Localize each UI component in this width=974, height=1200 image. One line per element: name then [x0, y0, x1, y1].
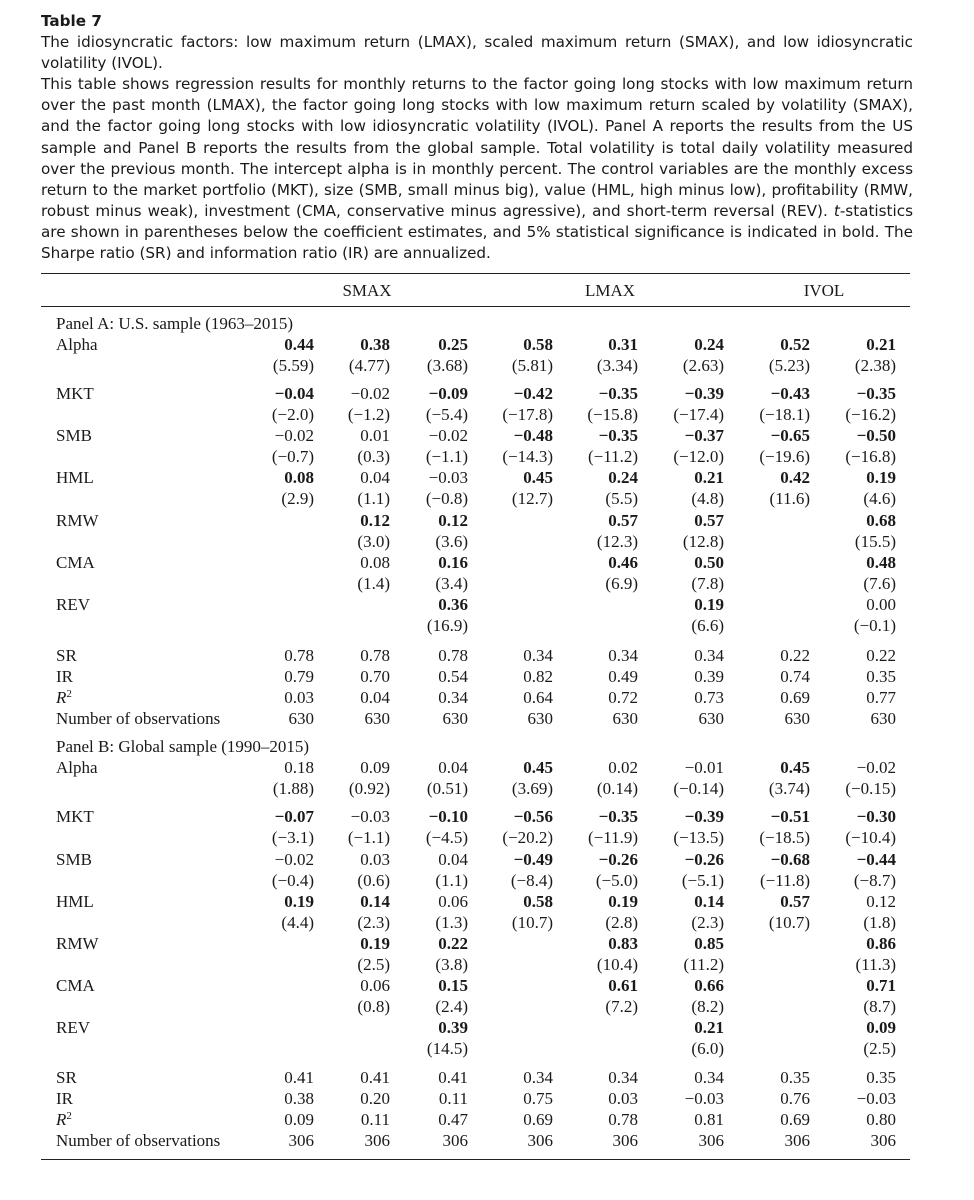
coefficient-cell: −0.26: [598, 850, 638, 869]
coefficient-cell: 0.08: [360, 553, 390, 572]
coefficient-cell: −0.35: [598, 426, 638, 445]
t-stat-cell: (−5.0): [595, 871, 638, 890]
t-stat-cell: (−17.8): [502, 405, 553, 424]
row-label-mkt: MKT: [56, 384, 94, 403]
coefficient-cell: 0.31: [608, 335, 638, 354]
t-stat-cell: (−14.3): [502, 447, 553, 466]
t-stat-cell: (6.9): [605, 574, 638, 593]
r-squared-exponent: 2: [66, 1110, 72, 1122]
t-stat-cell: (16.9): [426, 616, 468, 635]
t-stat-cell: (−5.4): [425, 405, 468, 424]
stat-cell: 0.35: [780, 1068, 810, 1087]
t-stat-cell: (0.3): [357, 447, 390, 466]
table-top-rule: [41, 273, 910, 274]
coefficient-cell: −0.07: [274, 807, 314, 826]
stat-cell: 0.11: [438, 1089, 468, 1108]
row-label-hml: HML: [56, 468, 94, 487]
stat-cell: 306: [870, 1131, 896, 1150]
t-stat-cell: (−0.1): [853, 616, 896, 635]
coefficient-cell: 0.12: [360, 511, 390, 530]
t-stat-cell: (1.3): [435, 913, 468, 932]
t-stat-cell: (8.7): [863, 997, 896, 1016]
t-stat-cell: (0.92): [348, 779, 390, 798]
t-stat-cell: (−20.2): [502, 828, 553, 847]
stat-cell: 0.34: [608, 646, 638, 665]
row-label-hml: HML: [56, 892, 94, 911]
coefficient-cell: −0.03: [428, 468, 468, 487]
t-stat-cell: (3.68): [426, 356, 468, 375]
coefficient-cell: 0.12: [438, 511, 468, 530]
stat-cell: 0.38: [284, 1089, 314, 1108]
stat-cell: 306: [784, 1131, 810, 1150]
coefficient-cell: 0.22: [438, 934, 468, 953]
coefficient-cell: 0.21: [694, 468, 724, 487]
stat-cell: 0.34: [523, 1068, 553, 1087]
coefficient-cell: −0.02: [274, 426, 314, 445]
coefficient-cell: 0.15: [438, 976, 468, 995]
stat-cell: 0.78: [360, 646, 390, 665]
coefficient-cell: −0.03: [350, 807, 390, 826]
stat-cell: 0.39: [694, 667, 724, 686]
t-stat-cell: (−1.1): [347, 828, 390, 847]
stat-cell: 0.35: [866, 667, 896, 686]
t-stat-cell: (2.63): [682, 356, 724, 375]
stat-cell: 0.03: [284, 688, 314, 707]
coefficient-cell: 0.61: [608, 976, 638, 995]
coefficient-cell: 0.03: [360, 850, 390, 869]
row-label-ir: IR: [56, 667, 73, 686]
coefficient-cell: 0.45: [780, 758, 810, 777]
t-stat-cell: (0.8): [357, 997, 390, 1016]
t-stat-cell: (−4.5): [425, 828, 468, 847]
stat-cell: 0.34: [694, 1068, 724, 1087]
row-label-r-squared: [56, 688, 72, 708]
coefficient-cell: 0.24: [608, 468, 638, 487]
stat-cell: 0.78: [284, 646, 314, 665]
coefficient-cell: 0.71: [866, 976, 896, 995]
t-stat-cell: (12.3): [596, 532, 638, 551]
coefficient-cell: −0.26: [684, 850, 724, 869]
stat-cell: 0.69: [523, 1110, 553, 1129]
t-stat-cell: (−0.15): [845, 779, 896, 798]
coefficient-cell: 0.04: [438, 850, 468, 869]
t-stat-cell: (2.4): [435, 997, 468, 1016]
coefficient-cell: −0.35: [598, 807, 638, 826]
coefficient-cell: −0.68: [770, 850, 810, 869]
stat-cell: 0.03: [608, 1089, 638, 1108]
coefficient-cell: −0.04: [274, 384, 314, 403]
coefficient-cell: 0.44: [284, 335, 314, 354]
coefficient-cell: 0.19: [360, 934, 390, 953]
column-group-smax: SMAX: [342, 281, 392, 300]
stat-cell: 630: [288, 709, 314, 728]
row-label-number-of-observations: Number of observations: [56, 709, 221, 728]
coefficient-cell: 0.46: [608, 553, 638, 572]
coefficient-cell: −0.35: [856, 384, 896, 403]
table-subtitle: The idiosyncratic factors: low maximum return (LMAX), scaled maximum return (SMAX), and low idiosyncratic volatility (IVOL).: [41, 33, 913, 73]
stat-cell: 0.34: [438, 688, 468, 707]
coefficient-cell: 0.01: [360, 426, 390, 445]
coefficient-cell: 0.48: [866, 553, 896, 572]
row-label-alpha: Alpha: [56, 335, 98, 354]
t-stat-cell: (2.3): [691, 913, 724, 932]
coefficient-cell: 0.57: [694, 511, 724, 530]
r-squared-symbol: R: [56, 1110, 67, 1129]
stat-cell: 0.82: [523, 667, 553, 686]
coefficient-cell: 0.24: [694, 335, 724, 354]
t-stat-cell: (10.4): [596, 955, 638, 974]
coefficient-cell: 0.45: [523, 468, 553, 487]
t-stat-cell: (12.8): [682, 532, 724, 551]
coefficient-cell: −0.39: [684, 807, 724, 826]
t-stat-cell: (3.34): [596, 356, 638, 375]
t-stat-cell: (−1.2): [347, 405, 390, 424]
coefficient-cell: 0.36: [438, 595, 468, 614]
coefficient-cell: 0.52: [780, 335, 810, 354]
t-stat-cell: (10.7): [768, 913, 810, 932]
coefficient-cell: −0.39: [684, 384, 724, 403]
stat-cell: 0.74: [780, 667, 810, 686]
t-stat-cell: (−12.0): [673, 447, 724, 466]
row-label-r-squared: [56, 1110, 72, 1130]
t-stat-cell: (1.1): [435, 871, 468, 890]
coefficient-cell: 0.19: [284, 892, 314, 911]
t-stat-cell: (1.88): [272, 779, 314, 798]
coefficient-cell: 0.50: [694, 553, 724, 572]
t-stat-cell: (−11.2): [587, 447, 638, 466]
t-stat-cell: (3.0): [357, 532, 390, 551]
t-stat-cell: (4.77): [348, 356, 390, 375]
panel-title: Panel A: U.S. sample (1963–2015): [56, 314, 294, 333]
row-label-ir: IR: [56, 1089, 73, 1108]
t-stat-cell: (7.6): [863, 574, 896, 593]
row-label-mkt: MKT: [56, 807, 94, 826]
coefficient-cell: −0.44: [856, 850, 896, 869]
stat-cell: 306: [288, 1131, 314, 1150]
stat-cell: 306: [364, 1131, 390, 1150]
coefficient-cell: 0.06: [438, 892, 468, 911]
coefficient-cell: 0.04: [438, 758, 468, 777]
stat-cell: 0.20: [360, 1089, 390, 1108]
coefficient-cell: −0.09: [428, 384, 468, 403]
coefficient-cell: −0.65: [770, 426, 810, 445]
coefficient-cell: 0.57: [608, 511, 638, 530]
coefficient-cell: −0.10: [428, 807, 468, 826]
t-stat-cell: (5.5): [605, 489, 638, 508]
coefficient-cell: 0.19: [694, 595, 724, 614]
t-stat-cell: (−17.4): [673, 405, 724, 424]
stat-cell: 0.22: [780, 646, 810, 665]
coefficient-cell: 0.58: [523, 892, 553, 911]
coefficient-cell: −0.02: [350, 384, 390, 403]
stat-cell: 0.69: [780, 1110, 810, 1129]
stat-cell: 306: [612, 1131, 638, 1150]
t-stat-cell: (2.5): [357, 955, 390, 974]
t-stat-cell: (−11.9): [587, 828, 638, 847]
stat-cell: 0.72: [608, 688, 638, 707]
t-stat-cell: (6.0): [691, 1039, 724, 1058]
coefficient-cell: 0.68: [866, 511, 896, 530]
t-stat-cell: (3.69): [511, 779, 553, 798]
coefficient-cell: −0.50: [856, 426, 896, 445]
stat-cell: 0.54: [438, 667, 468, 686]
stat-cell: 0.81: [694, 1110, 724, 1129]
t-stat-cell: (11.6): [769, 489, 810, 508]
row-label-smb: SMB: [56, 426, 92, 445]
stat-cell: −0.03: [856, 1089, 896, 1108]
t-stat-cell: (−2.0): [271, 405, 314, 424]
t-stat-cell: (−15.8): [587, 405, 638, 424]
stat-cell: 630: [612, 709, 638, 728]
description-part2: -statistics are shown in parentheses below the coefficient estimates, and 5% statistical significance is indicated in bold. The Sharpe ratio (SR) and information ratio (IR) are annualized.: [41, 201, 913, 263]
stat-cell: 306: [527, 1131, 553, 1150]
t-stat-cell: (1.1): [357, 489, 390, 508]
stat-cell: 0.64: [523, 688, 553, 707]
coefficient-cell: 0.57: [780, 892, 810, 911]
t-stat-cell: (2.38): [854, 356, 896, 375]
coefficient-cell: 0.83: [608, 934, 638, 953]
t-stat-cell: (7.8): [691, 574, 724, 593]
row-label-alpha: Alpha: [56, 758, 98, 777]
coefficient-cell: 0.21: [866, 335, 896, 354]
row-label-rmw: RMW: [56, 934, 99, 953]
coefficient-cell: 0.06: [360, 976, 390, 995]
coefficient-cell: 0.18: [284, 758, 314, 777]
t-stat-cell: (−3.1): [271, 828, 314, 847]
stat-cell: 0.41: [360, 1068, 390, 1087]
t-stat-cell: (−13.5): [673, 828, 724, 847]
coefficient-cell: 0.21: [694, 1018, 724, 1037]
t-stat-cell: (3.8): [435, 955, 468, 974]
coefficient-cell: 0.02: [608, 758, 638, 777]
t-stat-cell: (5.59): [272, 356, 314, 375]
t-stat-cell: (−0.14): [673, 779, 724, 798]
coefficient-cell: 0.45: [523, 758, 553, 777]
t-stat-cell: (0.51): [426, 779, 468, 798]
t-stat-cell: (−0.7): [271, 447, 314, 466]
coefficient-cell: 0.09: [360, 758, 390, 777]
coefficient-cell: 0.39: [438, 1018, 468, 1037]
coefficient-cell: 0.14: [360, 892, 390, 911]
coefficient-cell: −0.02: [274, 850, 314, 869]
t-stat-cell: (7.2): [605, 997, 638, 1016]
panel-title: Panel B: Global sample (1990–2015): [56, 737, 310, 756]
stat-cell: 0.70: [360, 667, 390, 686]
stat-cell: 0.22: [866, 646, 896, 665]
t-stat-cell: (−5.1): [681, 871, 724, 890]
stat-cell: 630: [527, 709, 553, 728]
t-stat-cell: (2.8): [605, 913, 638, 932]
stat-cell: 0.78: [608, 1110, 638, 1129]
stat-cell: 0.76: [780, 1089, 810, 1108]
stat-cell: 0.35: [866, 1068, 896, 1087]
stat-cell: 0.34: [608, 1068, 638, 1087]
coefficient-cell: −0.42: [513, 384, 553, 403]
table-caption: [41, 11, 913, 264]
stat-cell: 630: [442, 709, 468, 728]
t-stat-cell: (5.81): [511, 356, 553, 375]
t-stat-cell: (−16.2): [845, 405, 896, 424]
stat-cell: 630: [364, 709, 390, 728]
stat-cell: 0.41: [284, 1068, 314, 1087]
coefficient-cell: −0.48: [513, 426, 553, 445]
coefficient-cell: 0.85: [694, 934, 724, 953]
stat-cell: 306: [442, 1131, 468, 1150]
row-label-cma: CMA: [56, 553, 95, 572]
stat-cell: 0.69: [780, 688, 810, 707]
t-stat-cell: (2.5): [863, 1039, 896, 1058]
row-label-rmw: RMW: [56, 511, 99, 530]
t-stat-cell: (12.7): [511, 489, 553, 508]
t-stat-cell: (3.6): [435, 532, 468, 551]
stat-cell: 630: [698, 709, 724, 728]
t-stat-cell: (2.3): [357, 913, 390, 932]
t-stat-cell: (10.7): [511, 913, 553, 932]
row-label-rev: REV: [56, 1018, 90, 1037]
stat-cell: 0.09: [284, 1110, 314, 1129]
stat-cell: 0.41: [438, 1068, 468, 1087]
coefficient-cell: 0.58: [523, 335, 553, 354]
t-stat-cell: (14.5): [426, 1039, 468, 1058]
coefficient-cell: 0.14: [694, 892, 724, 911]
coefficient-cell: 0.42: [780, 468, 810, 487]
t-stat-cell: (−11.8): [759, 871, 810, 890]
stat-cell: 630: [784, 709, 810, 728]
coefficient-cell: −0.43: [770, 384, 810, 403]
t-stat-cell: (1.8): [863, 913, 896, 932]
coefficient-cell: 0.86: [866, 934, 896, 953]
description-t: t: [833, 201, 840, 220]
stat-cell: 0.79: [284, 667, 314, 686]
t-stat-cell: (2.9): [281, 489, 314, 508]
t-stat-cell: (15.5): [854, 532, 896, 551]
description-part1: This table shows regression results for monthly returns to the factor going long stocks with low maximum return over the past month (LMAX), the factor going long stocks with low maximum return scaled by volatility (SMAX), and the factor going long stocks with low idiosyncratic volatility (IVOL). Panel A reports the results from the US sample and Panel B reports the results from the global sample. Total volatility is total daily volatility measured over the previous month. The intercept alpha is in monthly percent. The control variables are the monthly excess return to the market portfolio (MKT), size (SMB, small minus big), value (HML, high minus low), profitability (RMW, robust minus weak), investment (CMA, conservative minus agressive), and short-term reversal (REV).: [41, 75, 913, 220]
coefficient-cell: 0.12: [866, 892, 896, 911]
stat-cell: 630: [870, 709, 896, 728]
stat-cell: 0.49: [608, 667, 638, 686]
t-stat-cell: (8.2): [691, 997, 724, 1016]
coefficient-cell: 0.19: [866, 468, 896, 487]
coefficient-cell: −0.49: [513, 850, 553, 869]
coefficient-cell: 0.38: [360, 335, 390, 354]
t-stat-cell: (−1.1): [425, 447, 468, 466]
stat-cell: 0.04: [360, 688, 390, 707]
stat-cell: 0.78: [438, 646, 468, 665]
coefficient-cell: 0.66: [694, 976, 724, 995]
t-stat-cell: (−8.4): [510, 871, 553, 890]
row-label-cma: CMA: [56, 976, 95, 995]
header-rule: [41, 306, 910, 307]
column-group-ivol: IVOL: [803, 281, 845, 300]
row-label-number-of-observations: Number of observations: [56, 1131, 221, 1150]
coefficient-cell: 0.04: [360, 468, 390, 487]
coefficient-cell: −0.02: [428, 426, 468, 445]
t-stat-cell: (11.2): [683, 955, 724, 974]
row-label-smb: SMB: [56, 850, 92, 869]
t-stat-cell: (5.23): [768, 356, 810, 375]
t-stat-cell: (3.4): [435, 574, 468, 593]
t-stat-cell: (4.4): [281, 913, 314, 932]
t-stat-cell: (0.6): [357, 871, 390, 890]
coefficient-cell: 0.08: [284, 468, 314, 487]
coefficient-cell: 0.00: [866, 595, 896, 614]
t-stat-cell: (−0.8): [425, 489, 468, 508]
stat-cell: 0.75: [523, 1089, 553, 1108]
row-label-sr: SR: [56, 646, 77, 665]
r-squared-exponent: 2: [66, 688, 72, 700]
stat-cell: 0.73: [694, 688, 724, 707]
coefficient-cell: 0.16: [438, 553, 468, 572]
stat-cell: 0.77: [866, 688, 896, 707]
coefficient-cell: −0.01: [684, 758, 724, 777]
table-title: Table 7: [41, 12, 102, 30]
coefficient-cell: −0.35: [598, 384, 638, 403]
coefficient-cell: −0.37: [684, 426, 724, 445]
t-stat-cell: (−10.4): [845, 828, 896, 847]
stat-cell: 0.47: [438, 1110, 468, 1129]
coefficient-cell: 0.25: [438, 335, 468, 354]
row-label-sr: SR: [56, 1068, 77, 1087]
t-stat-cell: (4.8): [691, 489, 724, 508]
t-stat-cell: (3.74): [768, 779, 810, 798]
t-stat-cell: (−19.6): [759, 447, 810, 466]
coefficient-cell: 0.09: [866, 1018, 896, 1037]
t-stat-cell: (−18.1): [759, 405, 810, 424]
stat-cell: 0.11: [360, 1110, 390, 1129]
stat-cell: 0.34: [523, 646, 553, 665]
t-stat-cell: (1.4): [357, 574, 390, 593]
coefficient-cell: −0.02: [856, 758, 896, 777]
stat-cell: 0.34: [694, 646, 724, 665]
coefficient-cell: −0.56: [513, 807, 553, 826]
table-bottom-rule: [41, 1159, 910, 1160]
t-stat-cell: (−16.8): [845, 447, 896, 466]
t-stat-cell: (−8.7): [853, 871, 896, 890]
stat-cell: 0.80: [866, 1110, 896, 1129]
t-stat-cell: (11.3): [855, 955, 896, 974]
t-stat-cell: (−0.4): [271, 871, 314, 890]
coefficient-cell: −0.30: [856, 807, 896, 826]
coefficient-cell: 0.19: [608, 892, 638, 911]
stat-cell: −0.03: [684, 1089, 724, 1108]
column-group-lmax: LMAX: [584, 281, 636, 300]
t-stat-cell: (−18.5): [759, 828, 810, 847]
coefficient-cell: −0.51: [770, 807, 810, 826]
t-stat-cell: (6.6): [691, 616, 724, 635]
t-stat-cell: (4.6): [863, 489, 896, 508]
row-label-rev: REV: [56, 595, 90, 614]
r-squared-symbol: R: [56, 688, 67, 707]
stat-cell: 306: [698, 1131, 724, 1150]
table-description: [41, 74, 913, 264]
t-stat-cell: (0.14): [596, 779, 638, 798]
